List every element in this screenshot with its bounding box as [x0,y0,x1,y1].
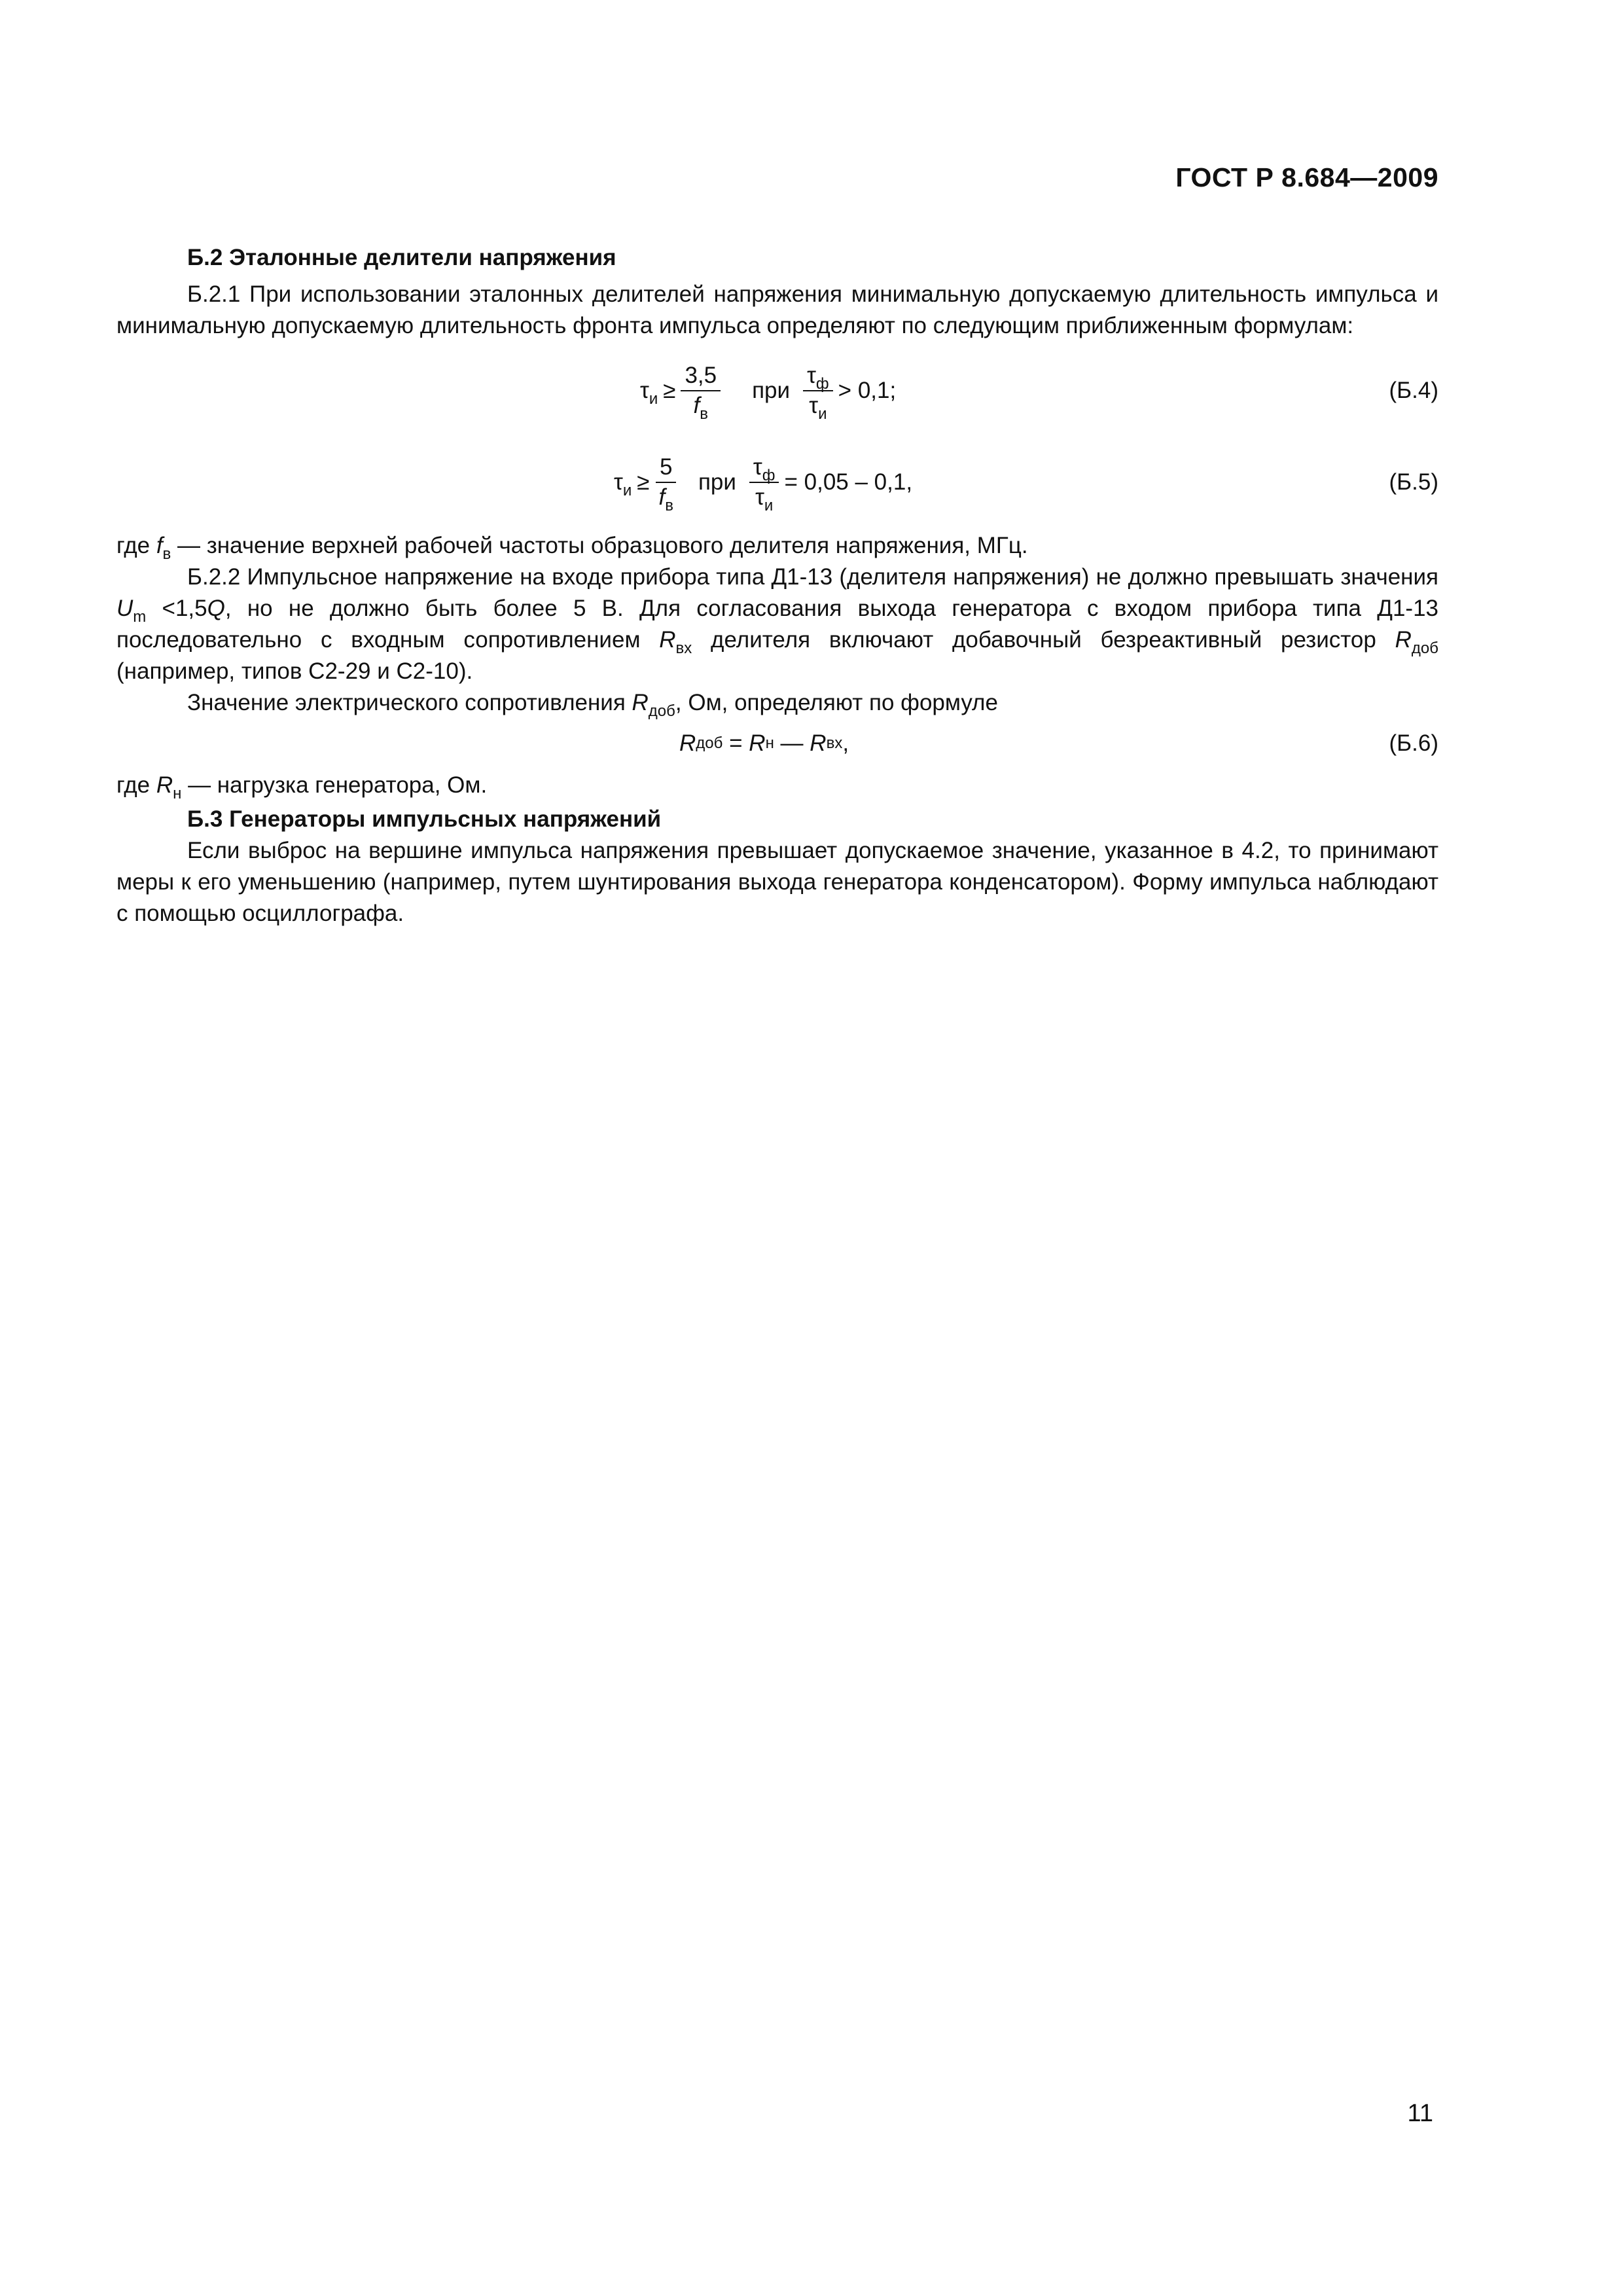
section-heading-b3: Б.3 Генераторы импульсных напряжений [187,806,662,832]
paragraph-b3: Если выброс на вершине импульса напряжения превышает допускаемое значение, указанное в 4.2, то принимают меры к его уменьшению (например, путем шунтирования выхода генератора конденсатором). Форму импульса наблюдают с помощью осциллографа. [116,838,1438,926]
formula-b4-lhs: $\tau_и$ [640,378,658,408]
section-heading-b2: Б.2 Эталонные делители напряжения [187,245,616,270]
equation-number-b5: (Б.5) [1389,469,1438,495]
formula-b4-condition-fraction: $\frac{\tau_ф}{\tau_и}$ [803,361,833,420]
formula-b5-pri: при [698,469,736,495]
paragraph-b2-3: Значение электрического сопротивления $R_{доб}$, Ом, определяют по формуле [187,690,998,720]
formula-b6-row [116,723,1438,764]
paragraph-b2-2: Б.2.2 Импульсное напряжение на входе прибора типа Д1-13 (делителя напряжения) не должно превышать значения $U_m <1,5Q$, но не должно быть более 5 В. Для согласования выхода генератора с входом прибора типа Д1-13 последовательно с входным сопротивлением $R_{вх}$ делителя включают добавочный безреактивный резистор $R_{доб}$ (например, типов С2-29 и С2-10). [116,564,1438,684]
equation-number-b4: (Б.4) [1389,378,1438,403]
formula-b5-condition-tail: = 0,05 – 0,1, [784,469,913,495]
formula-b5-relation: ≥ [637,469,650,495]
formula-b4-pri: при [752,378,791,403]
formula-b4-relation: ≥ [663,378,676,403]
document-header: ГОСТ Р 8.684—2009 [1175,162,1438,192]
formula-b5-lhs: $\tau_и$ [614,469,632,499]
where-clause-rn: где $R_н$ — нагрузка генератора, Ом. [116,772,488,802]
formula-b5-condition-fraction: $\frac{\tau_ф}{\tau_и}$ [749,453,779,512]
formula-b4-row [116,355,1438,427]
page-number: 11 [1407,2100,1433,2127]
formula-b5-row [116,446,1438,518]
formula-b6: R доб = R н — R вх , [679,730,849,756]
paragraph-b2-1: Б.2.1 При использовании эталонных делителей напряжения минимальную допускаемую длительность импульса и минимальную допускаемую длительность фронта импульса определяют по следующим приближенным формулам: [116,281,1438,338]
formula-b4-fraction: $\frac{3,5}{f_в}$ [681,361,721,420]
formula-b5 [614,446,912,518]
formula-b4-condition-tail: > 0,1; [838,378,897,403]
formula-b4 [640,355,896,427]
document-body [116,242,1438,929]
where-clause-fb: где $f_в$ — значение верхней рабочей частоты образцового делителя напряжения, МГц. [116,533,1028,563]
equation-number-b6: (Б.6) [1389,730,1438,756]
formula-b5-fraction: $\frac{5}{f_в}$ [654,453,677,512]
